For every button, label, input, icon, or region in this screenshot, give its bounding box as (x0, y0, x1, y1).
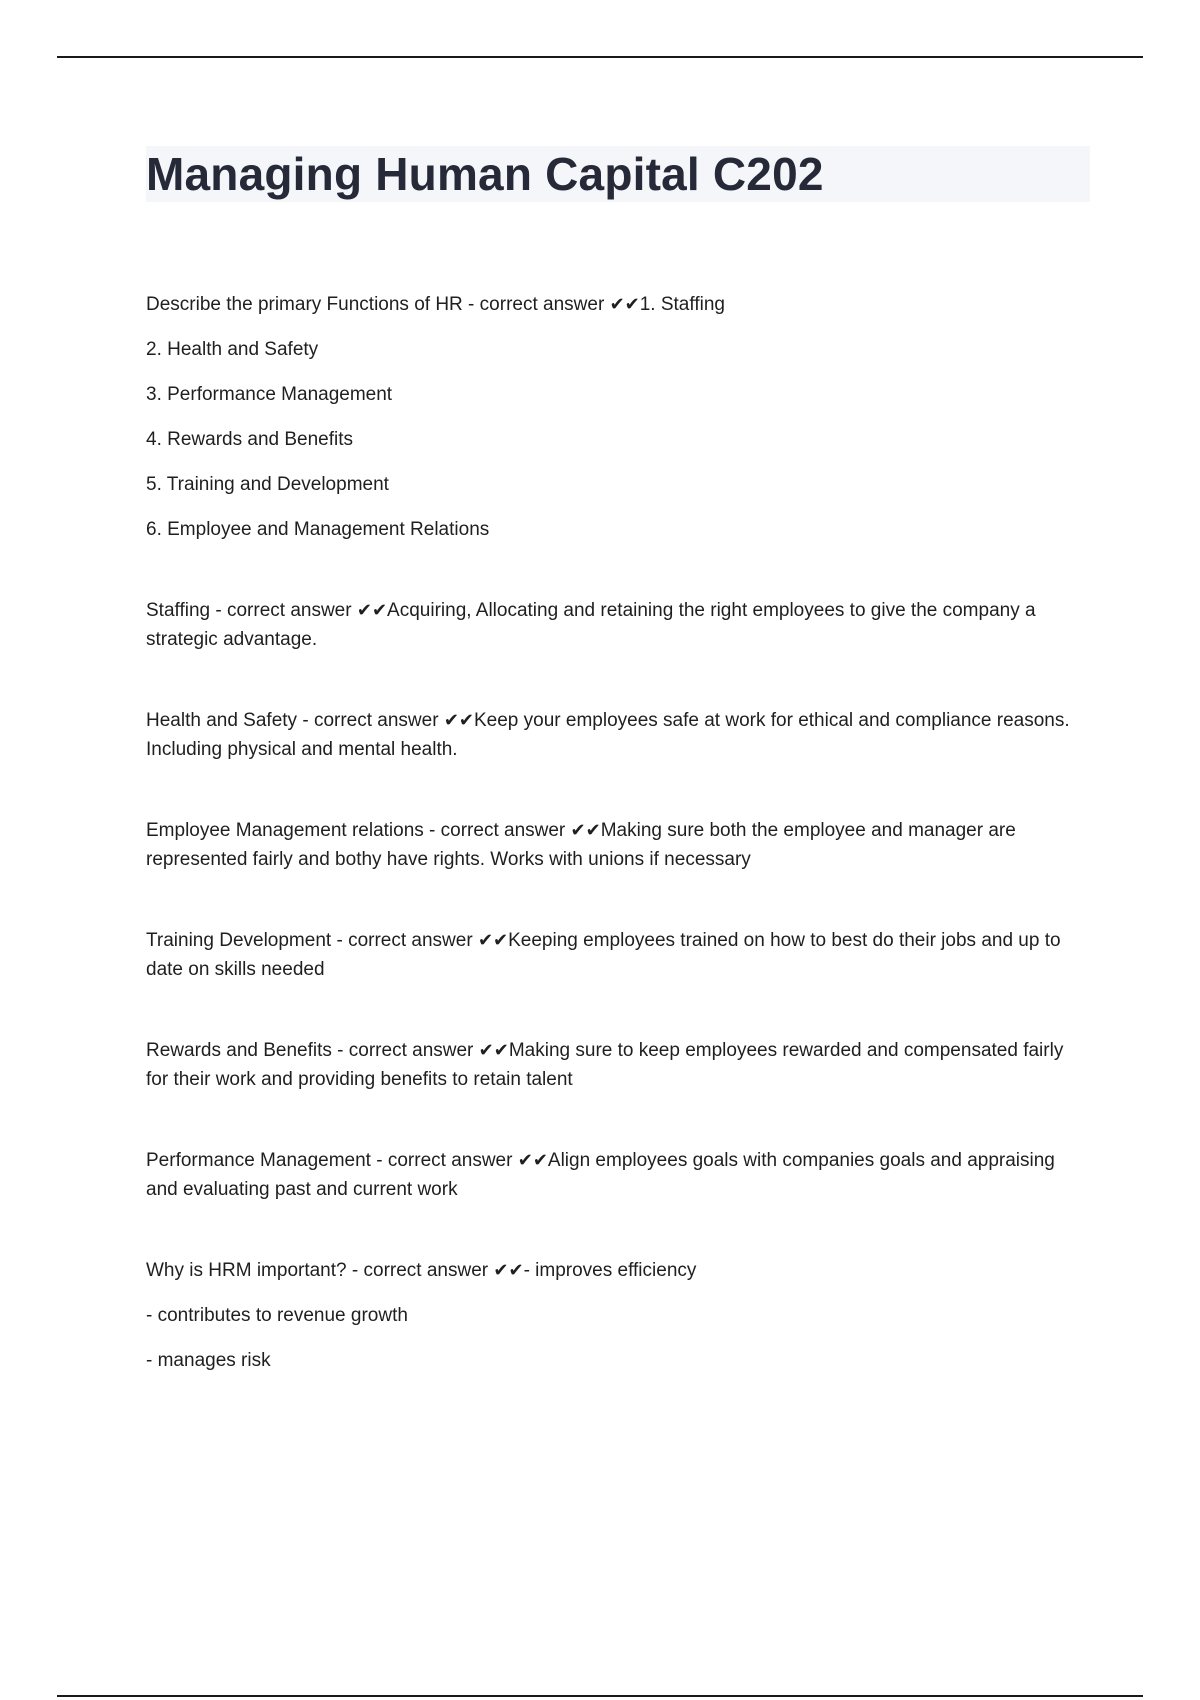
qa-answer-marker: correct answer (440, 820, 566, 841)
qa-entry-line: Why is HRM important? - correct answer ✔✔- improves efficiency (146, 1260, 697, 1281)
page-title: Managing Human Capital C202 (146, 148, 824, 200)
qa-entry-line: Describe the primary Functions of HR - correct answer ✔✔1. Staffing (146, 294, 725, 315)
qa-answer-marker: correct answer (226, 600, 352, 621)
qa-answer-marker: correct answer (387, 1150, 513, 1171)
qa-term: Staffing (146, 600, 211, 621)
bottom-rule (57, 1695, 1143, 1697)
qa-entry-hr-functions (146, 290, 1090, 544)
qa-entry-staffing: Staffing - correct answer ✔✔Acquiring, Allocating and retaining the right employees to give the company a strategic advantage. (146, 600, 1036, 650)
qa-term: Training Development (146, 930, 332, 951)
qa-answer-marker: correct answer (348, 930, 473, 951)
qa-term: Performance Management (146, 1150, 371, 1171)
list-item: 2. Health and Safety (146, 339, 319, 360)
qa-answer: Keep your employees safe at work for ethical and compliance reasons. Including physical and mental health. (146, 710, 1070, 760)
list-item: - manages risk (146, 1350, 271, 1371)
list-item: 3. Performance Management (146, 384, 393, 405)
list-item: 5. Training and Development (146, 474, 389, 495)
qa-answer: Keeping employees trained on how to best do their jobs and up to date on skills needed (146, 930, 1061, 980)
qa-term: Why is HRM important? (146, 1260, 347, 1281)
double-check-icon: ✔✔ (609, 294, 640, 315)
qa-term: Describe the primary Functions of HR (146, 294, 463, 315)
list-item: 4. Rewards and Benefits (146, 429, 354, 450)
qa-entry-employee-relations: Employee Management relations - correct answer ✔✔Making sure both the employee and manager are represented fairly and bothy have rights. Works with unions if necessary (146, 820, 1016, 870)
qa-answer-marker: correct answer (363, 1260, 489, 1281)
qa-entry-performance: Performance Management - correct answer ✔✔Align employees goals with companies goals and appraising and evaluating past and current work (146, 1150, 1055, 1200)
document-body (146, 146, 1090, 1375)
qa-term: Health and Safety (146, 710, 298, 731)
list-item: - contributes to revenue growth (146, 1305, 408, 1326)
double-check-icon: ✔✔ (493, 1260, 524, 1281)
top-rule (57, 56, 1143, 58)
double-check-icon: ✔✔ (570, 820, 601, 841)
qa-answer: - improves efficiency (523, 1260, 697, 1281)
qa-answer: Making sure both the employee and manager are represented fairly and bothy have rights. Works with unions if necessary (146, 820, 1016, 870)
double-check-icon: ✔✔ (517, 1150, 548, 1171)
double-check-icon: ✔✔ (477, 930, 509, 951)
double-check-icon: ✔✔ (356, 600, 388, 621)
qa-answer-marker: correct answer (479, 294, 605, 315)
double-check-icon: ✔✔ (478, 1040, 509, 1061)
qa-term: Employee Management relations (146, 820, 424, 841)
qa-answer: 1. Staffing (639, 294, 725, 315)
double-check-icon: ✔✔ (443, 710, 474, 731)
qa-entry-health-safety: Health and Safety - correct answer ✔✔Keep your employees safe at work for ethical and compliance reasons. Including physical and mental health. (146, 710, 1070, 760)
qa-answer: Align employees goals with companies goals and appraising and evaluating past and current work (146, 1150, 1055, 1200)
qa-entry-rewards: Rewards and Benefits - correct answer ✔✔Making sure to keep employees rewarded and compensated fairly for their work and providing benefits to retain talent (146, 1040, 1064, 1090)
qa-entry-hrm-importance (146, 1256, 1090, 1375)
qa-answer-marker: correct answer (313, 710, 439, 731)
title-banner (146, 146, 1090, 202)
qa-answer: Acquiring, Allocating and retaining the right employees to give the company a strategic advantage. (146, 600, 1036, 650)
qa-entry-training: Training Development - correct answer ✔✔Keeping employees trained on how to best do their jobs and up to date on skills needed (146, 930, 1061, 980)
qa-answer: Making sure to keep employees rewarded and compensated fairly for their work and providing benefits to retain talent (146, 1040, 1064, 1090)
qa-term: Rewards and Benefits (146, 1040, 332, 1061)
list-item: 6. Employee and Management Relations (146, 519, 490, 540)
qa-answer-marker: correct answer (348, 1040, 474, 1061)
